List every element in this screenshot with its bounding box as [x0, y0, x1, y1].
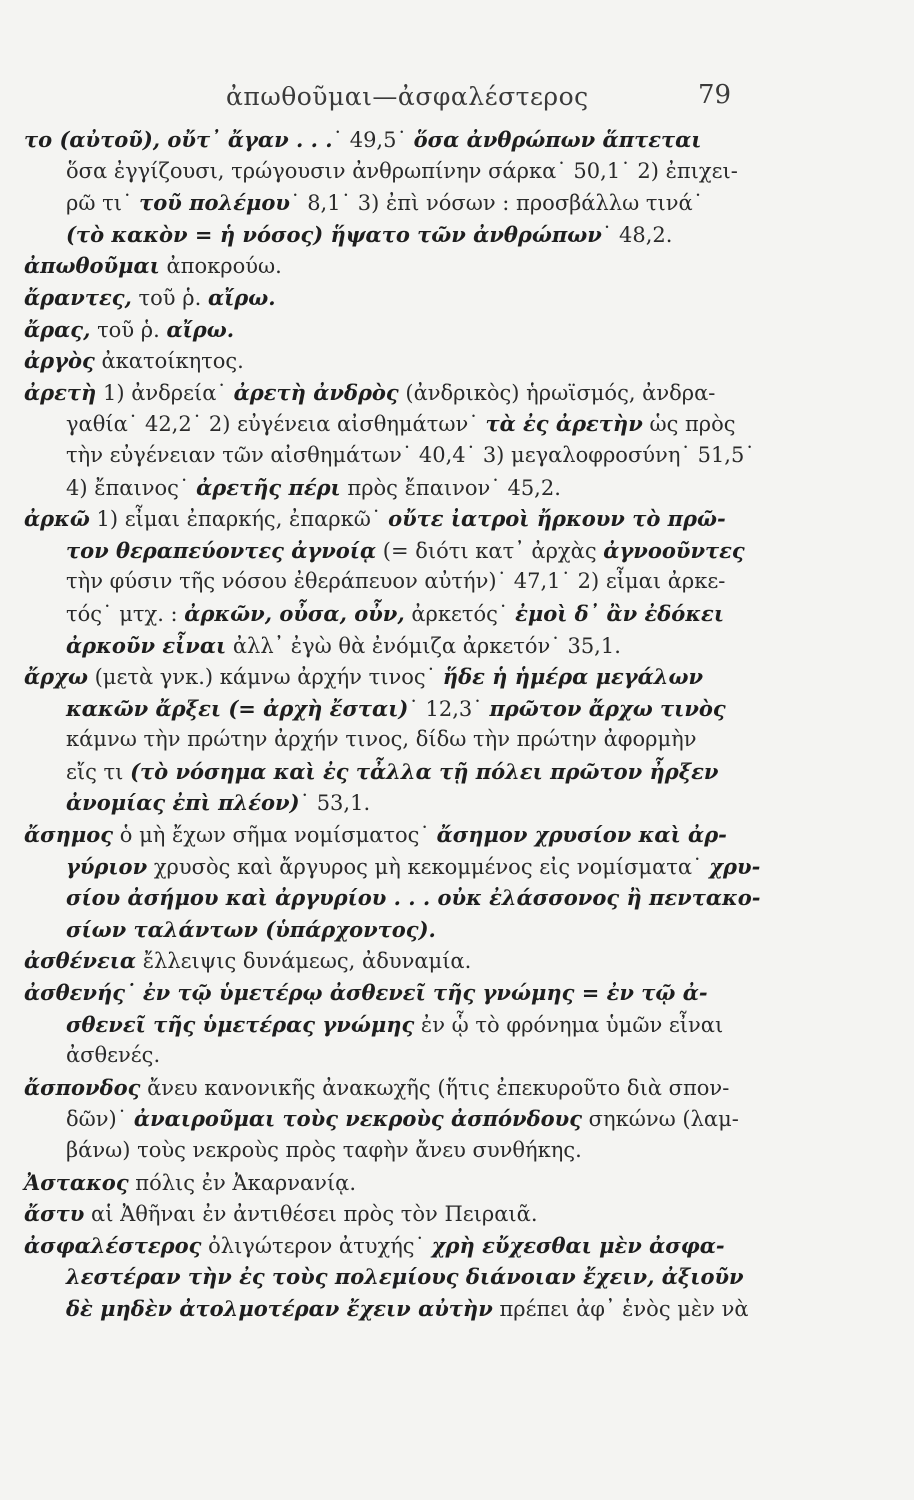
gloss-text: (= διότι κατ᾽ ἀρχὰς [376, 538, 604, 563]
gloss-text: 1) ἀνδρεία˙ [96, 380, 234, 405]
text-line [24, 124, 750, 156]
lemma-text: τοῦ πολέμου [139, 190, 291, 216]
gloss-text: τοῦ ῥ. [90, 317, 167, 342]
gloss-text: χρυσὸς καὶ ἄργυρος μὴ κεκομμένος εἰς νομίσματα˙ [147, 854, 710, 879]
gloss-text: ὁ μὴ ἔχων σῆμα νομίσματος˙ [113, 823, 437, 848]
gloss-text: τός˙ μτχ. : [66, 601, 185, 626]
text-line [24, 408, 750, 440]
lemma-text: ἄρας, [24, 316, 91, 342]
text-line [24, 314, 750, 346]
text-line [24, 787, 750, 819]
gloss-text: πόλις ἐν Ἀκαρνανίᾳ. [128, 1170, 357, 1195]
lemma-text: δὲ μηδὲν ἀτολμοτέραν ἔχειν αὐτὴν [66, 1295, 493, 1321]
lemma-text: γύριον [66, 853, 148, 879]
gloss-text: ἄνευ κανονικῆς ἀνακωχῆς (ἥτις ἐπεκυροῦτο διὰ σπον- [140, 1075, 730, 1100]
text-line [24, 756, 750, 788]
text-line [24, 1103, 750, 1135]
gloss-text: εἴς τι [66, 759, 131, 784]
lemma-text: ἀπωθοῦμαι [24, 253, 160, 279]
gloss-text: κάμνω τὴν πρώτην ἀρχήν τινος, δίδω τὴν πρώτην ἀφορμὴν [66, 727, 697, 752]
text-line [24, 503, 750, 535]
lemma-text: ἀρετὴ ἀνδρὸς [233, 379, 399, 405]
text-line [24, 1198, 750, 1230]
lemma-text: ἥδε ἡ ἡμέρα μεγάλων [442, 664, 704, 690]
text-line [24, 1072, 750, 1104]
lemma-text: ἀρετῆς πέρι [196, 474, 341, 500]
gloss-text: σηκώνω (λαμ- [582, 1107, 739, 1132]
lemma-text: σίων ταλάντων (ὑπάρχοντος). [66, 916, 436, 942]
lemma-text: ἀγνοοῦντες [603, 537, 745, 563]
text-line [24, 598, 750, 630]
lemma-text: ἀρκοῦν εἶναι [66, 632, 227, 658]
gloss-text: τοῦ ῥ. [131, 285, 208, 310]
text-line [24, 914, 750, 946]
lemma-text: χρὴ εὔχεσθαι μὲν ἀσφα- [431, 1232, 725, 1258]
running-header: ἀπωθοῦμαι—ἀσφαλέστερος [226, 82, 589, 111]
gloss-text: ἀλλ᾽ ἐγὼ θὰ ἐνόμιζα ἀρκετόν˙ 35,1. [226, 633, 621, 658]
lemma-text: πρῶτον ἄρχω τινὸς [489, 695, 726, 721]
lemma-text: ἄρχω [24, 664, 88, 690]
lemma-text: ἀρκῶν, οὖσα, οὖν, [184, 600, 405, 626]
gloss-text: (μετὰ γνκ.) κάμνω ἀρχήν τινος˙ [87, 665, 443, 690]
text-line [24, 472, 750, 504]
lemma-text: ἄστυ [24, 1201, 85, 1227]
text-line [24, 882, 761, 914]
gloss-text: ˙ 49,5˙ [332, 128, 414, 152]
text-line [24, 345, 750, 377]
text-line [24, 156, 750, 188]
text-line [24, 977, 750, 1009]
lemma-text: χρυ- [709, 853, 761, 879]
lemma-text: λεστέραν τὴν ἐς τοὺς πολεμίους διάνοιαν ἔχειν, ἀξιοῦν [66, 1264, 744, 1290]
lemma-text: ἄσημον χρυσίον καὶ ἀρ- [436, 822, 727, 848]
lemma-text: ἀναιροῦμαι τοὺς νεκροὺς ἀσπόνδους [133, 1106, 582, 1132]
lemma-text: ἀρετὴ [24, 379, 97, 405]
text-line [24, 724, 750, 756]
lemma-text: ἀσθένεια [24, 948, 137, 974]
gloss-text: ἀκατοίκητος. [94, 349, 244, 374]
lemma-text: (τὸ νόσημα καὶ ἐς τἆλλα τῇ πόλει πρῶτον ἦρξεν [130, 758, 719, 784]
lemma-text: ἄραντες, [24, 284, 132, 310]
lemma-text: κακῶν ἄρξει (= ἀρχὴ ἔσται) [66, 695, 409, 721]
gloss-text: ἔλλειψις δυνάμεως, ἀδυναμία. [136, 949, 472, 974]
text-line [24, 1040, 750, 1072]
lemma-text: ἀρκῶ [24, 506, 90, 532]
gloss-text: ὅσα ἐγγίζουσι, τρώγουσιν ἀνθρωπίνην σάρκα˙ 50,1˙ 2) ἐπιχει- [66, 158, 738, 183]
gloss-text: δῶν)˙ [66, 1107, 134, 1132]
gloss-text: ˙ 12,3˙ [408, 696, 490, 721]
gloss-text: ὀλιγώτερον ἀτυχής˙ [201, 1233, 432, 1258]
gloss-text: βάνω) τοὺς νεκροὺς πρὸς ταφὴν ἄνευ συνθήκης. [66, 1138, 582, 1162]
page-number: 79 [698, 80, 732, 110]
lemma-text: τὰ ἐς ἀρετὴν [485, 411, 643, 437]
lemma-text: ἄσπονδος [24, 1074, 141, 1100]
lemma-text: τον θεραπεύοντες ἀγνοίᾳ [66, 537, 377, 563]
text-line [24, 377, 750, 409]
lemma-text: αἴρω. [207, 284, 276, 310]
text-line [24, 1009, 750, 1041]
lemma-text: ἀνομίας ἐπὶ πλέον) [66, 790, 300, 816]
text-line [24, 440, 755, 472]
text-line [24, 187, 750, 219]
gloss-text: ἀποκρούω. [159, 254, 282, 279]
text-line [24, 535, 750, 567]
text-line [24, 1135, 750, 1167]
lemma-text: το (αὐτοῦ), οὔτ᾽ ἄγαν . . . [24, 127, 333, 152]
gloss-text: ἀρκετός˙ [404, 601, 516, 626]
gloss-text: 4) ἔπαινος˙ [66, 475, 197, 500]
gloss-text: γαθία˙ 42,2˙ 2) εὐγένεια αἰσθημάτων˙ [66, 412, 486, 437]
lemma-text: ἀσφαλέστερος [24, 1232, 202, 1258]
lemma-text: ὅσα ἀνθρώπων ἅπτεται [413, 127, 702, 152]
text-line [24, 851, 761, 883]
lemma-text: (τὸ κακὸν = ἡ νόσος) ἥψατο τῶν ἀνθρώπων [66, 221, 602, 247]
gloss-text: (ἀνδρικὸς) ἡρωϊσμός, ἀνδρα- [398, 380, 716, 405]
text-line [24, 661, 750, 693]
lemma-text: ἄσημος [24, 822, 114, 848]
gloss-text: 1) εἶμαι ἐπαρκής, ἐπαρκῶ˙ [89, 507, 389, 532]
gloss-text: πρὸς ἔπαινον˙ 45,2. [340, 475, 561, 500]
text-line [24, 1261, 750, 1293]
lemma-text: Ἀστακος [24, 1169, 129, 1195]
lemma-text: ἐμοὶ δ᾽ ἂν ἐδόκει [515, 600, 724, 626]
gloss-text: ὡς πρὸς [642, 412, 736, 437]
lemma-text: αἴρω. [166, 316, 235, 342]
text-line [24, 1293, 750, 1325]
lemma-text: ἀργὸς [24, 348, 95, 374]
text-line [24, 1230, 750, 1262]
text-line [24, 219, 750, 251]
lemma-text: ἀσθενής˙ [24, 980, 143, 1006]
gloss-text: ρῶ τι˙ [66, 191, 140, 216]
text-line [24, 693, 750, 725]
text-line [24, 630, 750, 662]
gloss-text: ˙ 53,1. [299, 791, 371, 816]
gloss-text: ἐν ᾧ τὸ φρόνημα ὑμῶν εἶναι [414, 1012, 724, 1037]
lemma-text: οὔτε ἰατροὶ ἤρκουν τὸ πρῶ- [388, 506, 726, 532]
gloss-text: πρέπει ἀφ᾽ ἑνὸς μὲν νὰ [492, 1296, 749, 1321]
text-line [24, 819, 750, 851]
text-line [24, 1167, 750, 1199]
text-line [24, 566, 750, 598]
lemma-text: σθενεῖ τῆς ὑμετέρας γνώμης [66, 1011, 415, 1037]
lemma-text: ἐν τῷ ὑμετέρῳ ἀσθενεῖ τῆς γνώμης = ἐν τῷ ἀ- [142, 980, 708, 1006]
text-line [24, 250, 750, 282]
gloss-text: τὴν φύσιν τῆς νόσου ἐθεράπευον αὐτήν)˙ 47,1˙ 2) εἶμαι ἀρκε- [66, 569, 726, 594]
gloss-text: ˙ 48,2. [601, 222, 673, 247]
gloss-text: τὴν εὐγένειαν τῶν αἰσθημάτων˙ 40,4˙ 3) μεγαλοφροσύνη˙ 51,5˙ [66, 442, 755, 467]
text-line [24, 282, 750, 314]
gloss-text: ἀσθενές. [66, 1043, 161, 1068]
gloss-text: ˙ 8,1˙ 3) ἐπὶ νόσων : προσβάλλω τινά˙ [290, 191, 704, 216]
dictionary-text [24, 124, 761, 1325]
lemma-text: σίου ἀσήμου καὶ ἀργυρίου . . . οὐκ ἐλάσσονος ἢ πεντακο- [66, 885, 761, 911]
gloss-text: αἱ Ἀθῆναι ἐν ἀντιθέσει πρὸς τὸν Πειραιᾶ. [84, 1202, 538, 1227]
text-line [24, 945, 750, 977]
